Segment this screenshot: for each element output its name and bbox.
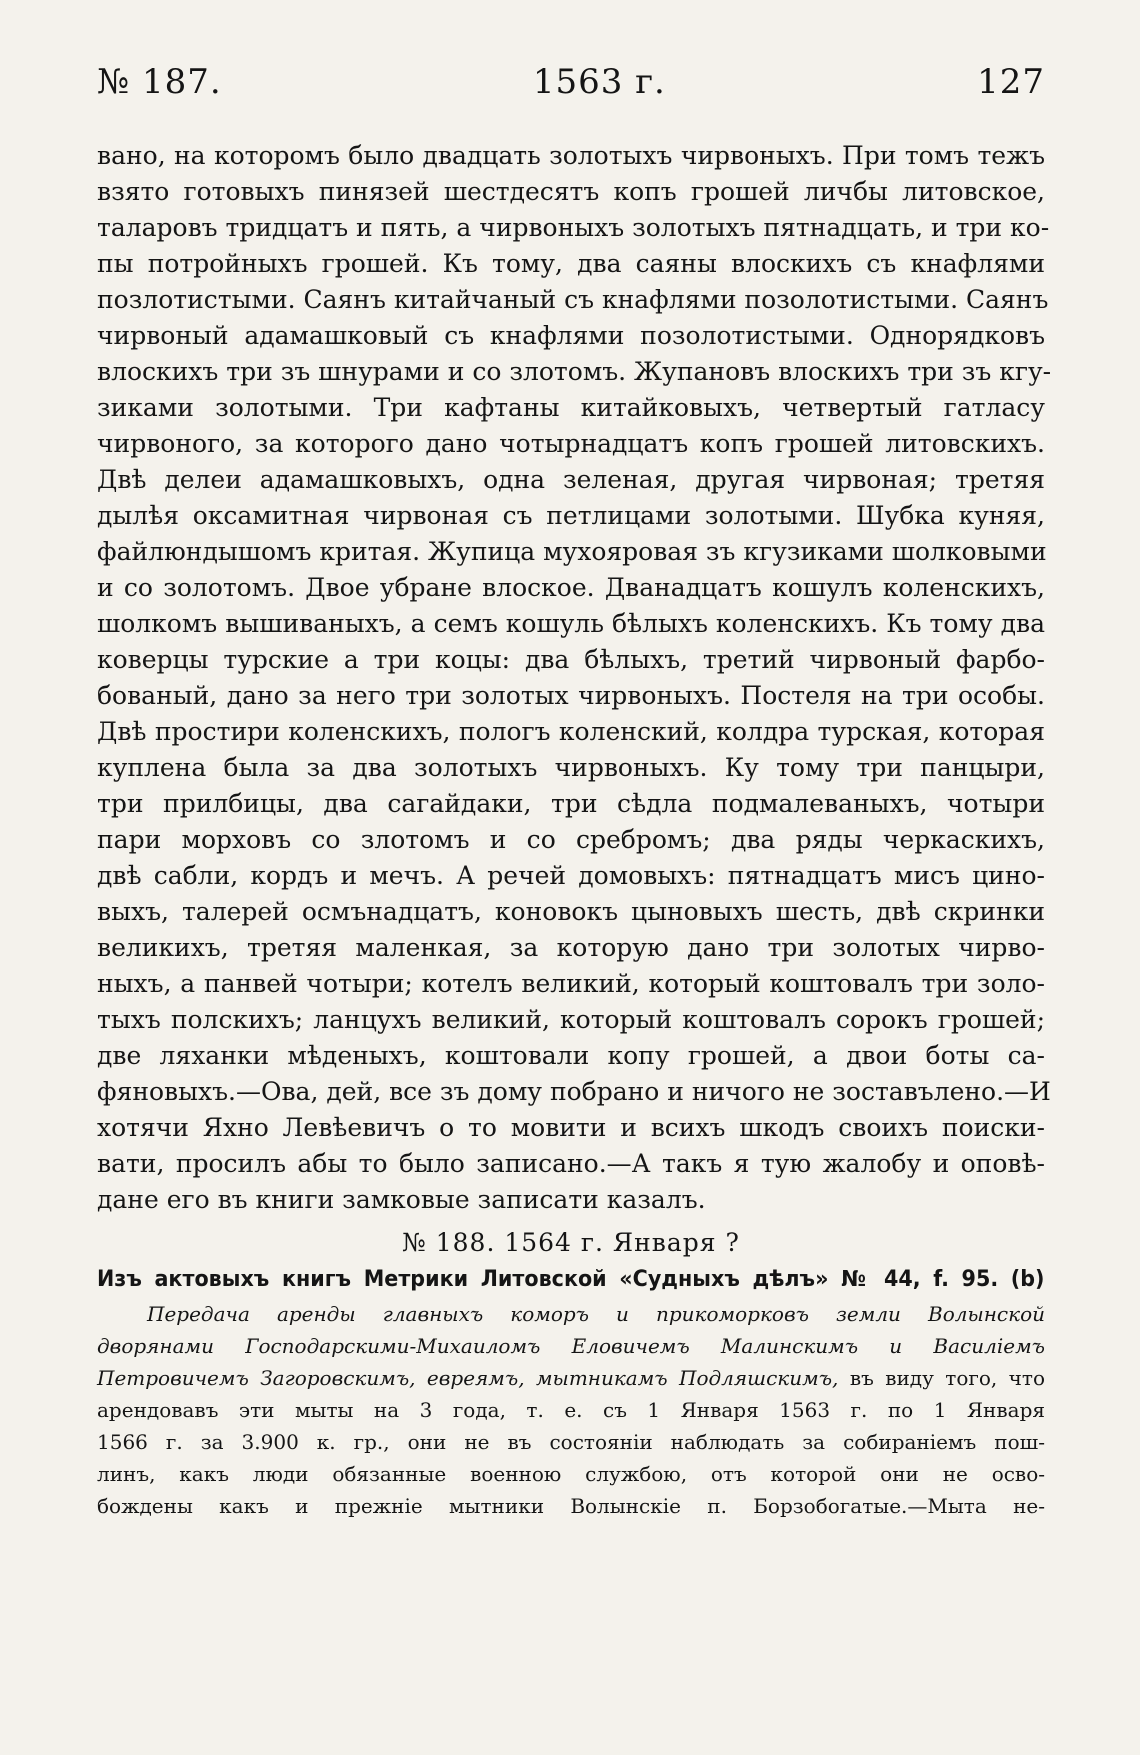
summary-line: 1566 г. за 3.900 к. гр., они не въ состояніи наблюдать за собираніемъ пош- — [97, 1430, 1045, 1454]
text-line: ныхъ, а панвей чотыри; котелъ великий, который коштовалъ три золо- — [97, 969, 1045, 998]
text-line: коверцы турские а три коцы: два бѣлыхъ, третий чирвоный фарбо- — [97, 645, 1045, 674]
text-line: пари морховъ со злотомъ и со сребромъ; два ряды черкаскихъ, — [97, 825, 1045, 854]
text-line: пы потройныхъ грошей. Къ тому, два саяны влоскихъ съ кнафлями — [97, 249, 1045, 278]
summary-line: линъ, какъ люди обязанные военною службою, отъ которой они не осво- — [97, 1462, 1045, 1486]
text-line: выхъ, талерей осмънадцатъ, коновокъ цыновыхъ шесть, двѣ скринки — [97, 897, 1045, 926]
text-line: взято готовыхъ пинязей шестдесятъ копъ грошей личбы литовское, — [97, 177, 1045, 206]
document-number: № 187. — [97, 62, 222, 102]
text-line: фяновыхъ.—Ова, дей, все зъ дому побрано и ничого не зоставълено.—И — [97, 1077, 1051, 1106]
book-page — [97, 62, 1052, 1522]
text-line: куплена была за два золотыхъ чирвоныхъ. Ку тому три панцыри, — [97, 753, 1045, 782]
text-line: чирвоного, за которого дано чотырнадцатъ копъ грошей литовскихъ. — [97, 429, 1045, 458]
text-line: две ляханки мѣденыхъ, коштовали копу грошей, а двои боты са- — [97, 1041, 1045, 1070]
document-187-text — [97, 138, 1052, 1218]
text-line: и со золотомъ. Двое убране влоское. Дванадцатъ кошулъ коленскихъ, — [97, 573, 1045, 602]
text-line: файлюндышомъ критая. Жупица мухояровая зъ кгузиками шолковыми — [97, 537, 1047, 566]
year-heading: 1563 г. — [532, 62, 666, 102]
text-line: хотячи Яхно Левѣевичъ о то мовити и всихъ шкодъ своихъ поиски- — [97, 1113, 1045, 1142]
summary-line: дворянами Господарскими-Михаиломъ Еловичемъ Малинскимъ и Василіемъ — [97, 1334, 1045, 1358]
text-line: позлотистыми. Саянъ китайчаный съ кнафлями позолотистыми. Саянъ — [97, 285, 1049, 314]
document-188-summary — [97, 1298, 1045, 1522]
summary-line: Передача аренды главныхъ коморъ и прикоморковъ земли Волынской — [147, 1302, 1045, 1326]
text-line: великихъ, третяя маленкая, за которую дано три золотых чирво- — [97, 933, 1045, 962]
text-line: двѣ сабли, кордъ и мечъ. А речей домовыхъ: пятнадцатъ мисъ цино- — [97, 861, 1045, 890]
text-line: Двѣ делеи адамашковыхъ, одна зеленая, другая чирвоная; третяя — [97, 465, 1045, 494]
summary-line-italic-part: Петровичемъ Загоровскимъ, евреямъ, мытникамъ Подляшскимъ, — [97, 1366, 839, 1390]
document-188-heading: № 188. 1564 г. Января ? — [402, 1228, 740, 1257]
summary-line-roman-part: въ виду того, что — [849, 1366, 1045, 1390]
text-line: вати, просилъ абы то было записано.—А такъ я тую жалобу и оповѣ- — [97, 1149, 1045, 1178]
text-line: бованый, дано за него три золотых чирвоныхъ. Постеля на три особы. — [97, 681, 1045, 710]
text-line: зиками золотыми. Три кафтаны китайковыхъ, четвертый гатласу — [97, 393, 1045, 422]
summary-line: бождены какъ и прежніе мытники Волынскіе п. Борзобогатые.—Мыта не- — [97, 1494, 1045, 1518]
text-line: Двѣ простири коленскихъ, пологъ коленский, колдра турская, которая — [97, 717, 1045, 746]
text-line: дане его въ книги замковые записати казалъ. — [97, 1185, 706, 1214]
text-line: таларовъ тридцатъ и пять, а чирвоныхъ золотыхъ пятнадцать, и три ко- — [97, 213, 1050, 242]
text-line: вано, на которомъ было двадцать золотыхъ чирвоныхъ. При томъ тежъ — [97, 141, 1045, 170]
text-line: шолкомъ вышиваныхъ, а семъ кошуль бѣлыхъ коленскихъ. Къ тому два — [97, 609, 1045, 638]
text-line: три прилбицы, два сагайдаки, три сѣдла подмалеваныхъ, чотыри — [97, 789, 1045, 818]
page-number: 127 — [977, 62, 1045, 102]
summary-line — [97, 1362, 1045, 1394]
text-line: тыхъ полскихъ; ланцухъ великий, который коштовалъ сорокъ грошей; — [97, 1005, 1045, 1034]
text-line: чирвоный адамашковый съ кнафлями позолотистыми. Однорядковъ — [97, 321, 1045, 350]
running-head — [97, 62, 1045, 102]
text-line: влоскихъ три зъ шнурами и со злотомъ. Жупановъ влоскихъ три зъ кгу- — [97, 357, 1052, 386]
source-reference: Изъ актовыхъ книгъ Метрики Литовской «Судныхъ дѣлъ» № 44, f. 95. (b) — [97, 1267, 1045, 1292]
text-line: дылѣя оксамитная чирвоная съ петлицами золотыми. Шубка куняя, — [97, 501, 1045, 530]
summary-line: арендовавъ эти мыты на 3 года, т. е. съ 1 Января 1563 г. по 1 Января — [97, 1398, 1045, 1422]
